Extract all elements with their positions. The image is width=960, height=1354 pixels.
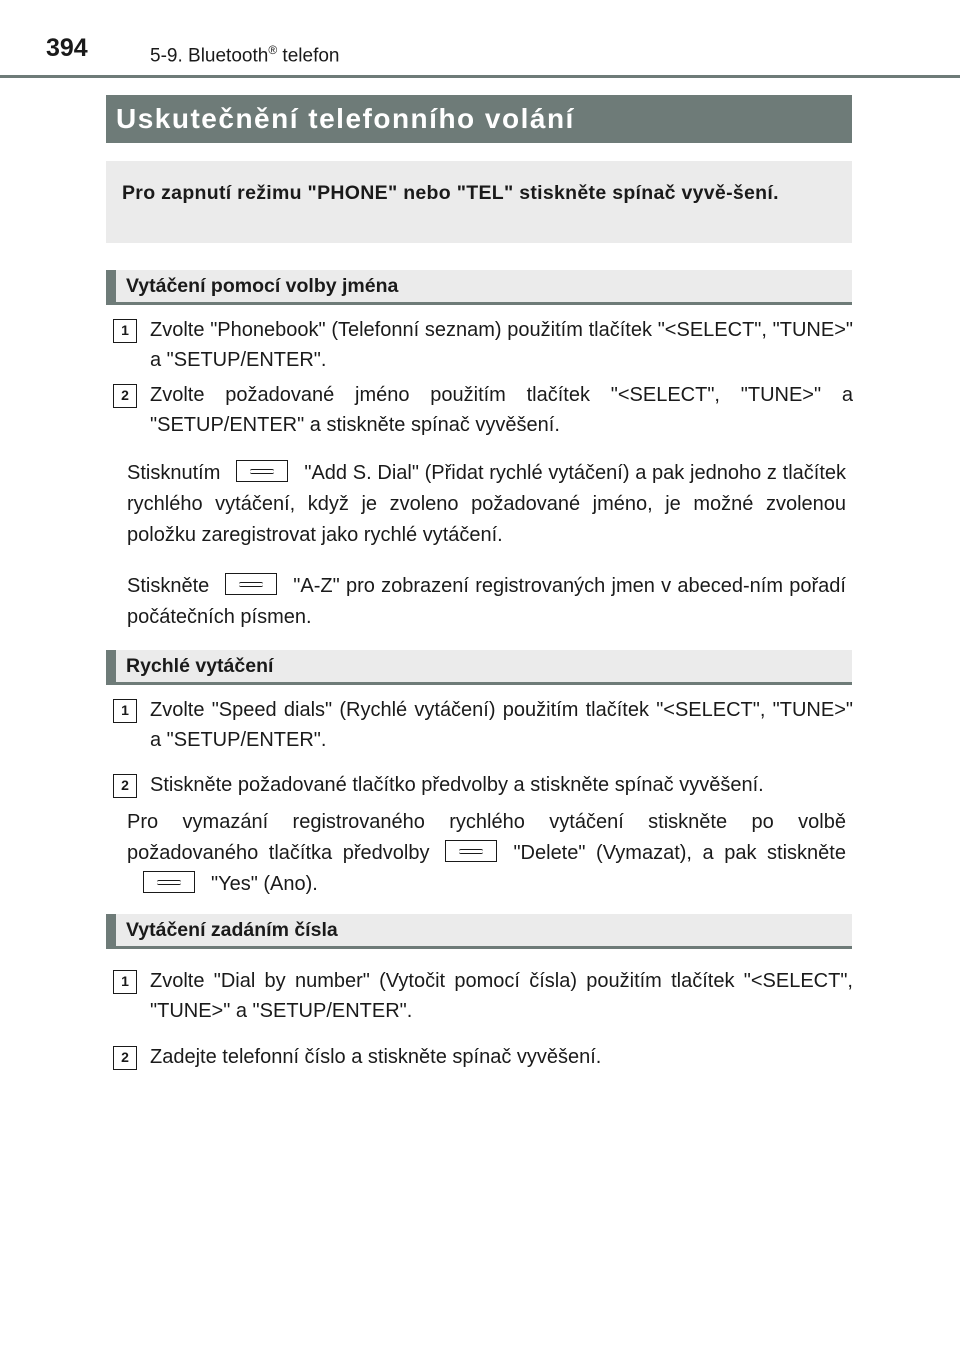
section-heading-text: Vytáčení pomocí volby jména [126, 275, 399, 297]
chapter-name-tail: telefon [277, 45, 340, 67]
step-number: 2 [113, 384, 137, 408]
option-button-icon [445, 840, 497, 862]
note-text: Stisknutím [127, 462, 221, 484]
step-text: Zadejte telefonní číslo a stiskněte spínač vyvěšení. [150, 1046, 602, 1068]
section-marker [106, 270, 116, 305]
step-text: Zvolte "Speed dials" (Rychlé vytáčení) použitím tlačítek "<SELECT", "TUNE>" a "SETUP/ENTER". [150, 699, 853, 751]
step-number: 2 [113, 1046, 137, 1070]
section-heading-text: Rychlé vytáčení [126, 655, 274, 677]
note-text: "Yes" (Ano). [211, 873, 318, 895]
step-number: 1 [113, 319, 137, 343]
step-text: Zvolte "Dial by number" (Vytočit pomocí čísla) použitím tlačítek "<SELECT", "TUNE>" a "SETUP/ENTER". [150, 970, 853, 1022]
note-text: "Delete" (Vymazat), a pak stiskněte [513, 842, 846, 864]
section-heading-speed-dial [106, 650, 852, 685]
step-item [113, 966, 853, 1026]
chapter-name: 5-9. Bluetooth [150, 45, 269, 67]
intro-box: Pro zapnutí režimu "PHONE" nebo "TEL" stiskněte spínač vyvě-šení. [106, 161, 852, 243]
section-marker [106, 914, 116, 949]
note-delete-speed-dial [127, 807, 846, 900]
step-number: 2 [113, 774, 137, 798]
step-item [113, 380, 853, 440]
step-text: Stiskněte požadované tlačítko předvolby a stiskněte spínač vyvěšení. [150, 774, 764, 796]
option-button-icon [143, 871, 195, 893]
step-number: 1 [113, 970, 137, 994]
registered-mark: ® [268, 43, 278, 57]
page-title: Uskutečnění telefonního volání [106, 95, 852, 143]
section-heading-name-dialing [106, 270, 852, 305]
section-heading-number-dialing [106, 914, 852, 949]
section-marker [106, 650, 116, 685]
page-number: 394 [46, 34, 88, 62]
note-text: Pro vymazání registrovaného rychlého vytáčení stiskněte po volbě požadovaného tlačítka předvolby [127, 811, 846, 864]
note-add-speed-dial [127, 458, 846, 551]
option-button-icon [236, 460, 288, 482]
note-text: "Add S. Dial" (Přidat rychlé vytáčení) a pak jednoho z tlačítek rychlého vytáčení, když je zvoleno požadované jméno, je možné zvolenou položku zaregistrovat jako rychlé vytáčení. [127, 462, 846, 546]
step-item [113, 770, 853, 800]
option-button-icon [225, 573, 277, 595]
note-text: "A-Z" pro zobrazení registrovaných jmen v abeced-ním pořadí počátečních písmen. [127, 575, 846, 628]
step-text: Zvolte "Phonebook" (Telefonní seznam) použitím tlačítek "<SELECT", "TUNE>" a "SETUP/ENTER". [150, 319, 853, 371]
header-rule [0, 75, 960, 78]
note-text: Stiskněte [127, 575, 210, 597]
section-heading-text: Vytáčení zadáním čísla [126, 919, 338, 941]
step-item [113, 1042, 853, 1072]
chapter-breadcrumb [150, 44, 339, 65]
step-item [113, 695, 853, 755]
step-number: 1 [113, 699, 137, 723]
note-a-z [127, 571, 846, 633]
page-header [0, 0, 960, 80]
step-text: Zvolte požadované jméno použitím tlačítek "<SELECT", "TUNE>" a "SETUP/ENTER" a stiskněte spínač vyvěšení. [150, 384, 853, 436]
step-item [113, 315, 853, 375]
